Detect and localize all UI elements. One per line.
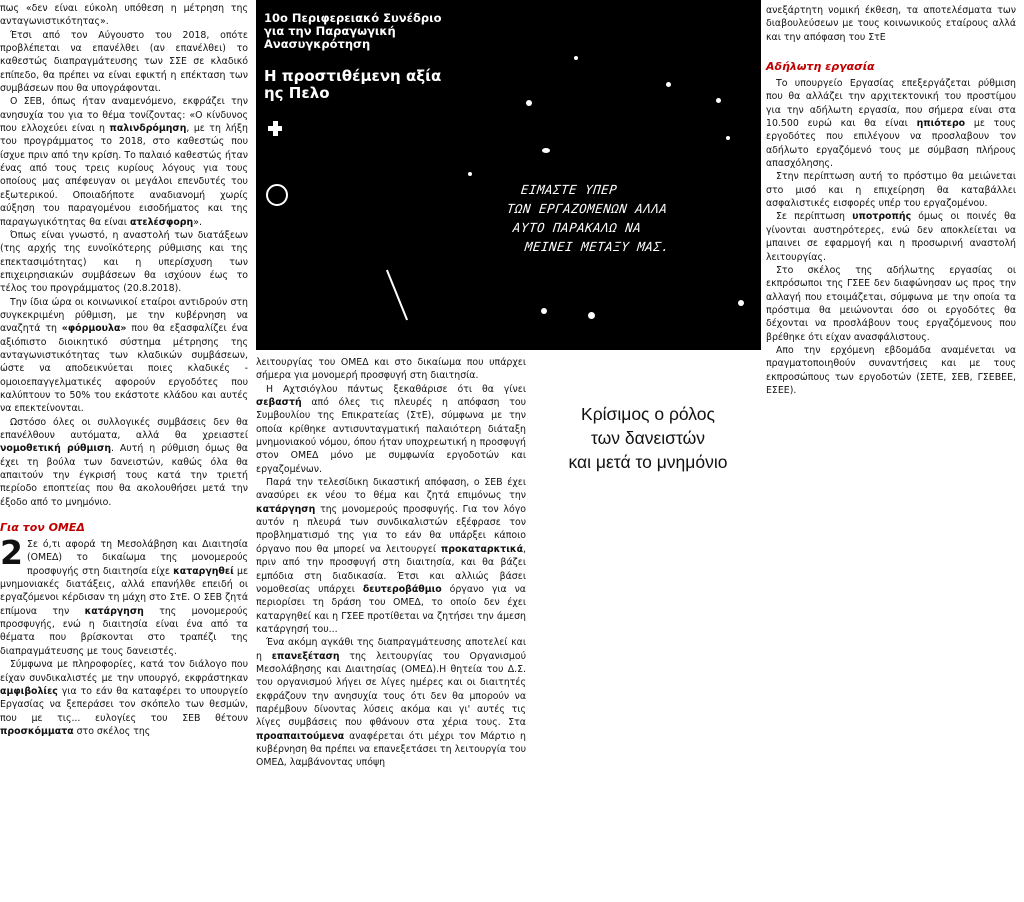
right-paragraph-2: [766, 77, 1016, 170]
bold-text: ηπιότερο: [916, 118, 966, 130]
text: , με τη λήξη του προγράμματος το 2018, στο καθεστώς που ίσχυε πριν από την κρίση. Το παλαιό καθεστώς ήταν ένας από τους τρεις κυρίους λόγους για τους οποίους μας απέφευγαν οι μεγάλοι επενδυτές του εξωτερικού. Οποιαδήποτε αναδιανομή χωρίς αύξηση του παραγομένου εισοδήματος και της παραγωγικότητας θα είναι: [0, 123, 248, 228]
microphone-stand: [386, 270, 408, 321]
light-dot: [468, 172, 472, 176]
light-dot: [716, 98, 721, 103]
left-column: [0, 2, 248, 738]
light-dot: [726, 136, 730, 140]
bold-text: παλινδρόμηση: [109, 123, 187, 135]
bold-text: «φόρμουλα»: [61, 323, 127, 335]
light-dot: [738, 300, 744, 306]
middle-paragraph-3: [256, 476, 526, 636]
text: Την ίδια ώρα οι κοινωνικοί εταίροι αντιδρούν στη συγκεκριμένη ρύθμιση, με την κυβέρνηση να αναζητά τη: [0, 296, 248, 335]
pull-quote: [536, 402, 760, 474]
bold-text: υποτροπής: [852, 211, 912, 223]
middle-paragraph-4: [256, 636, 526, 769]
text: με τους εργοδότες που επιλέγουν να προσλαβουν τον αδήλωτο εργαζόμενό τους με σύμβαση πλήρους απασχόλησης.: [766, 118, 1016, 170]
cross-icon: [273, 121, 278, 136]
text: όργανο για να περιορίσει τη δράση του ΟΜΕΔ, το οποίο δεν έχει καταργηθεί και η ΓΣΕΕ προτίθεται να ζητήσει την άμεση κατάργησή του...: [256, 583, 526, 635]
circle-logo-icon: [266, 184, 288, 206]
left-paragraph-5: [0, 296, 248, 416]
speech-banner: [502, 180, 676, 256]
left-paragraph-3: [0, 95, 248, 228]
bold-text: επανεξέταση: [271, 650, 340, 662]
conference-photo: [256, 0, 761, 350]
light-dot: [542, 148, 550, 153]
text: της μονομερούς προσφυγής, ενώ η διαιτησία είναι ένα από τα θέματα που βρίσκονται στο τραπέζι της διαπραγμάτευσης με τους δανειστές.: [0, 605, 248, 657]
left-paragraph-1: πως «δεν είναι εύκολη υπόθεση η μέτρηση της ανταγωνιστικότητας».: [0, 3, 248, 28]
text: . Αυτή η ρύθμιση όμως θα έχει τη βούλα των δανειστών, καθώς όλα θα απαιτούν την έγκρισή τους κατά την τριετή περίοδο εποπτείας που θα ακολουθήσει μετά την έξοδο από το μνημόνιο.: [0, 443, 248, 508]
bold-text: ατελέσφορη: [129, 216, 194, 228]
pull-quote-line: Κρίσιμος ο ρόλος: [581, 404, 715, 424]
left-paragraph-6: [0, 416, 248, 509]
text: που θα εξασφαλίζει ένα αξιόπιστο διοικητικό σύστημα μέτρησης της ανταγωνιστικότητας των κλαδικών συμβάσεων, ώστε να αποδεικνύεται ποιες κλαδικές - ομοιοεπαγγελματικές αφορούν εργοδότες που καλύπτουν το 50% του εκάστοτε κλάδου και αυτές να επεκτείνονται.: [0, 323, 248, 415]
drop-cap: 2: [0, 533, 23, 573]
bold-text: κατάργηση: [84, 605, 144, 617]
section-heading-omed: Για τον ΟΜΕΔ: [0, 521, 85, 535]
left-paragraph-8: [0, 658, 248, 738]
bold-text: νομοθετική ρύθμιση: [0, 443, 111, 455]
light-dot: [574, 56, 578, 60]
text: Ο ΣΕΒ, όπως ήταν αναμενόμενο, εκφράζει την ανησυχία του για το θέμα τονίζοντας: «Ο κίνδυνος που ελλοχεύει είναι η: [0, 96, 248, 135]
text: της μονομερούς προσφυγής. Για τον λόγο αυτόν η πλευρά των συνδικαλιστών εξέφρασε τον προβληματισμό της για το εάν θα υπάρξει κάποιο όργανο που θα μπορεί να λειτουργεί: [256, 503, 526, 555]
bold-text: σεβαστή: [256, 397, 302, 409]
right-paragraph-6: Απο την ερχόμενη εβδομάδα αναμένεται να πραγματοποιηθούν συναντήσεις και με τους εκπροσώπους των εργοδοτών (ΣΕΤΕ, ΣΕΒ, ΓΣΕΒΕΕ, ΕΣΕΕ).: [766, 344, 1016, 396]
light-dot: [666, 82, 671, 87]
text: στο σκέλος της: [73, 725, 151, 737]
section-heading-undeclared-work: Αδήλωτη εργασία: [766, 60, 875, 74]
text: της λειτουργίας του Οργανισμού Μεσολάβησης και Διαιτησίας (ΟΜΕΔ).Η θητεία του Δ.Σ. του οργανισμού λήγει σε λίγες ημέρες και οι διαιτητές εκφράζουν την ανησυχία τους ότι δεν θα μπορούν να παρέμβουν δίνοντας λύσεις ακόμα και γι' αυτές τις λίγες συμβάσεις που φθάνουν στα χέρια τους. Στα: [256, 650, 527, 729]
text: Η Αχτσιόγλου πάντως ξεκαθάρισε ότι θα γίνει: [266, 383, 526, 395]
text: Σύμφωνα με πληροφορίες, κατά τον διάλογο που είχαν συνδικαλιστές με την υπουργό, εκφράστηκαν: [0, 659, 248, 684]
pull-quote-line: των δανειστών: [590, 428, 706, 448]
text: Παρά την τελεσίδικη δικαστική απόφαση, ο ΣΕΒ έχει ανασύρει εκ νέου το θέμα και ζητά επιμόνως την: [256, 477, 526, 502]
text: Ωστόσο όλες οι συλλογικές συμβάσεις δεν θα επανέλθουν αυτόματα, αλλά θα χρειαστεί: [0, 416, 248, 441]
added-value-caption: Η προστιθέμενη αξία ης Πελο: [264, 67, 442, 102]
light-dot: [541, 308, 547, 314]
bold-text: δευτεροβάθμιο: [362, 583, 442, 595]
middle-column: [256, 356, 526, 770]
text: Ένα ακόμη αγκάθι της διαπραγμάτευσης αποτελεί και η: [256, 637, 526, 662]
pull-quote-line: και μετά το μνημόνιο: [568, 452, 728, 472]
text: αναφέρεται ότι μέχρι τον Μάρτιο η κυβέρνηση θα πρέπει να επανεξετάσει τη λειτουργία του ΟΜΕΔ, λαμβάνοντας υπόψη: [256, 730, 526, 769]
bold-text: προσκόμματα: [0, 725, 74, 737]
text: από όλες τις πλευρές η απόφαση του Συμβουλίου της Επικρατείας (ΣτΕ), σύμφωνα με την οποία κρίθηκε αντισυνταγματική παλαιότερη διάταξη μνημονιακού νόμου, όπου ήταν υποχρεωτική η προσφυγή στον ΟΜΕΔ μόνο με συμφωνία εργοδοτών και εργαζομένων.: [256, 397, 526, 475]
light-dot: [588, 312, 595, 319]
bold-text: καταργηθεί: [173, 565, 234, 577]
text: για το εάν θα καταφέρει το υπουργείο Εργασίας να ξεπεράσει τον σκόπελο των θεσμών, που με τις... ευλογίες του ΣΕΒ θέτουν: [0, 685, 248, 724]
middle-paragraph-2: [256, 383, 526, 476]
right-paragraph-4: [766, 210, 1016, 263]
middle-paragraph-1: λειτουργίας του ΟΜΕΔ και στο δικαίωμα που υπάρχει σήμερα για μονομερή προσφυγή στη διαιτησία.: [256, 357, 526, 382]
banner-line: ΑΥΤΟ ΠΑΡΑΚΑΛΩ ΝΑ: [512, 220, 643, 235]
text: με μνημονιακές διατάξεις, αλλά επανήλθε επειδή οι εργαζόμενοι κέρδισαν τη μάχη στο ΣτΕ. Ο ΣΕΒ ζητά επίμονα την: [0, 565, 249, 617]
bold-text: προκαταρκτικά: [440, 543, 524, 555]
conference-title: 10ο Περιφερειακό Συνέδριο για την Παραγωγική Ανασυγκρότηση: [264, 11, 442, 51]
text: Το υπουργείο Εργασίας επεξεργάζεται ρύθμιση που θα αλλάζει την αρχιτεκτονική του προστίμου για την αδήλωτη εργασία, που σήμερα είναι στα 10.500 ευρώ και θα είναι: [766, 78, 1016, 130]
banner-line: ΤΩΝ ΕΡΓΑΖΟΜΕΝΩΝ ΑΛΛΑ: [506, 201, 669, 216]
left-paragraph-4: Όπως είναι γνωστό, η αναστολή των διατάξεων (της αρχής της ευνοϊκότερης ρύθμισης και της επεκτασιμότητας) και η υπερίσχυση των επιχειρησιακών συμβάσεων θα ισχύουν έως το τέλος του προγράμματος (20.8.2018).: [0, 229, 248, 295]
banner-line: ΕΙΜΑΣΤΕ ΥΠΕΡ: [520, 182, 619, 197]
light-dot: [526, 100, 532, 106]
left-paragraph-2: Έτσι από τον Αύγουστο του 2018, οπότε προβλέπεται να επανέλθει (αν επανέλθει) το καθεστώς διαπραγμάτευσης των ΣΣΕ σε κλαδικό επίπεδο, θα πρέπει να είναι εφικτή η επέκταση των συμβάσεων που θα υπογράφονται.: [0, 29, 248, 95]
banner-line: ΜΕΙΝΕΙ ΜΕΤΑΞΥ ΜΑΣ.: [524, 239, 671, 254]
left-paragraph-7: [0, 533, 249, 658]
text: όμως οι ποινές θα γίνονται αυστηρότερες, ενώ δεν αποκλείεται να μπαινει σε εφαρμογή και η προσωρινή αναστολή λειτουργίας.: [766, 211, 1017, 263]
text: , πριν από την προσφυγή στη διαιτησία, και θα βάζει εμπόδια στη διαδικασία. Έτσι και αλλιώς βάσει νομοθεσίας υπάρχει: [256, 543, 526, 595]
right-paragraph-5: Στο σκέλος της αδήλωτης εργασίας οι εκπρόσωποι της ΓΣΕΕ δεν διαφώνησαν ως προς την αλλαγή που ετοιμάζεται, σύμφωνα με την οποία τα πρόστιμα θα μειώνονται όσο οι εργοδότες θα δέχονται να προσλάβουν τους εργαζόμενους που βρέθηκε ότι είχαν ανασφάλιστους.: [766, 264, 1016, 343]
right-paragraph-1: ανεξάρτητη νομική έκθεση, τα αποτελέσματα των διαβουλεύσεων με τους κοινωνικούς εταίρους αλλά και την απόφαση του ΣτΕ: [766, 5, 1016, 43]
right-column: [766, 4, 1016, 397]
text: ».: [193, 216, 202, 228]
bold-text: προαπαιτούμενα: [256, 730, 345, 742]
text: Σε περίπτωση: [776, 211, 853, 223]
text: Σε ό,τι αφορά τη Μεσολάβηση και Διαιτησία (ΟΜΕΔ) το δικαίωμα της μονομερούς προσφυγής στη διαιτησία είχε: [26, 539, 248, 577]
bold-text: αμφιβολίες: [0, 685, 58, 697]
bold-text: κατάργηση: [256, 503, 316, 515]
right-paragraph-3: Στην περίπτωση αυτή το πρόστιμο θα μειώνεται στο μισό και η επιχείρηση θα καταβάλλει ασφαλιστικές εισφορές υπέρ του εργαζομένου.: [766, 171, 1016, 210]
